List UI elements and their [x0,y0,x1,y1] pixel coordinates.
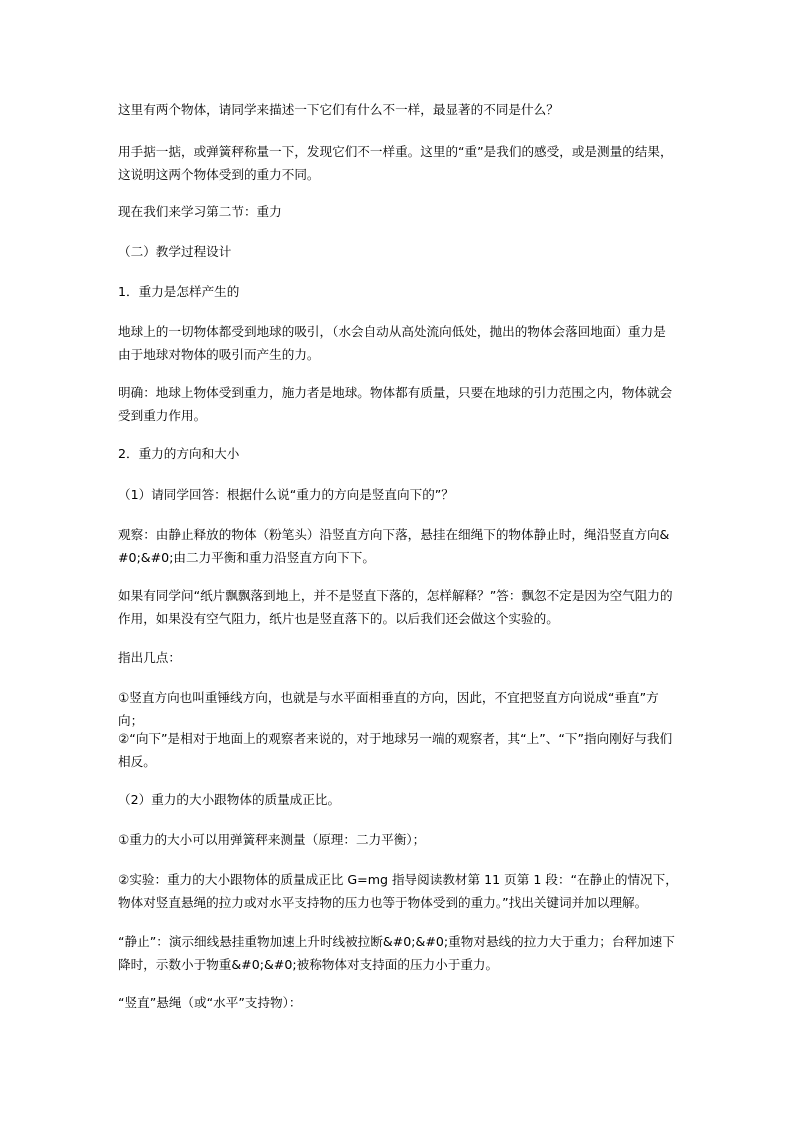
paragraph-point-2: ②“向下”是相对于地面上的观察者来说的，对于地球另一端的观察者，其“上”、“下”指向刚好与我们相反。 [118,731,673,769]
paragraph-observation: 观察：由静止释放的物体（粉笔头）沿竖直方向下落，悬挂在细绳下的物体静止时，绳沿竖直方向&#0;&#0;由二力平衡和重力沿竖直方向下下。 [118,527,670,565]
paragraph-question-1: （1）请同学回答：根据什么说“重力的方向是竖直向下的”？ [118,487,454,502]
paragraph-measure: ①重力的大小可以用弹簧秤来测量（原理：二力平衡）； [118,832,426,847]
paragraph-experiment: ②实验：重力的大小跟物体的质量成正比 G=mg 指导阅读教材第 11 页第 1 段：“在静止的情况下，物体对竖直悬绳的拉力或对水平支持物的压力也等于物体受到的重力。”找出关键词并加以理解。 [118,872,678,910]
paragraph-clarify: 明确：地球上物体受到重力，施力者是地球。物体都有质量，只要在地球的引力范围之内，物体就会受到重力作用。 [118,385,673,423]
paragraph-subheading-2: 2．重力的方向和大小 [118,446,240,461]
paragraph-section-heading: （二）教学过程设计 [118,244,232,259]
paragraph-static: “静止”：演示细线悬挂重物加速上升时线被拉断&#0;&#0;重物对悬线的拉力大于重力；台秤加速下降时，示数小于物重&#0;&#0;被称物体对支持面的压力小于重力。 [118,934,675,972]
paragraph-gravity-origin: 地球上的一切物体都受到地球的吸引，（水会自动从高处流向低处，抛出的物体会落回地面）重力是由于地球对物体的吸引而产生的力。 [118,324,666,362]
paragraph-question-2: （2）重力的大小跟物体的质量成正比。 [118,792,341,807]
paragraph-lesson-title: 现在我们来学习第二节：重力 [118,204,282,219]
paragraph-weigh-objects: 用手掂一掂，或弹簧秤称量一下，发现它们不一样重。这里的“重”是我们的感受，或是测量的结果，这说明这两个物体受到的重力不同。 [118,144,673,182]
paragraph-vertical: “竖直”悬绳（或“水平”支持物）： [118,995,302,1010]
paragraph-paper-question: 如果有同学问“纸片飘飘落到地上，并不是竖直下落的，怎样解释？”答：飘忽不定是因为空气阻力的作用，如果没有空气阻力，纸片也是竖直落下的。以后我们还会做这个实验的。 [118,588,673,626]
paragraph-point-1: ①竖直方向也叫重锤线方向，也就是与水平面相垂直的方向，因此，不宜把竖直方向说成“垂直”方向； [118,690,659,728]
paragraph-subheading-1: 1．重力是怎样产生的 [118,284,240,299]
paragraph-intro-question: 这里有两个物体，请同学来描述一下它们有什么不一样，最显著的不同是什么？ [118,102,559,117]
paragraph-points-heading: 指出几点： [118,650,181,665]
